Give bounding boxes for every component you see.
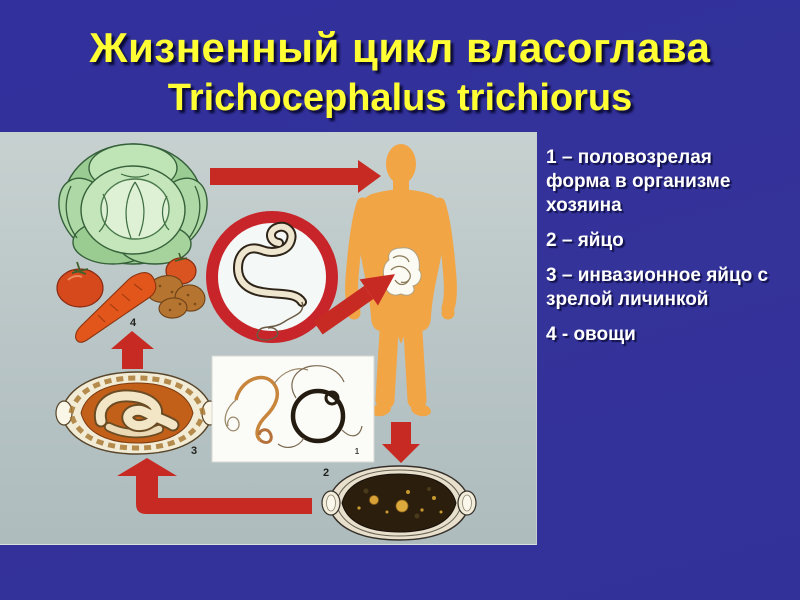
legend-line: 2 – яйцо <box>546 230 624 251</box>
life-cycle-diagram <box>0 132 536 544</box>
label-invasive-egg: 3 <box>190 445 198 457</box>
legend-item-adult-form <box>546 146 779 218</box>
label-adult-worms: 1 <box>354 447 360 456</box>
slide-title <box>0 22 800 122</box>
legend-item-vegetables <box>546 323 779 347</box>
legend-line: хозяина <box>546 195 622 216</box>
legend-line: 1 – половозрелая <box>546 147 712 168</box>
legend-line: 4 - овощи <box>546 324 636 345</box>
slide-title-line2: Trichocephalus trichiorus <box>167 77 633 119</box>
legend-line: 3 – инвазионное яйцо с <box>546 265 769 286</box>
legend-item-egg <box>546 229 779 253</box>
life-cycle-diagram-image <box>0 132 537 545</box>
legend-line: форма в организме <box>546 171 731 192</box>
legend <box>546 146 779 358</box>
label-vegetables: 4 <box>129 317 137 329</box>
slide-title-line1: Жизненный цикл власоглава <box>89 24 711 71</box>
adult-worms-box <box>212 356 374 462</box>
legend-item-invasive-egg <box>546 264 779 312</box>
label-egg: 2 <box>322 467 330 479</box>
legend-line: зрелой личинкой <box>546 289 709 310</box>
